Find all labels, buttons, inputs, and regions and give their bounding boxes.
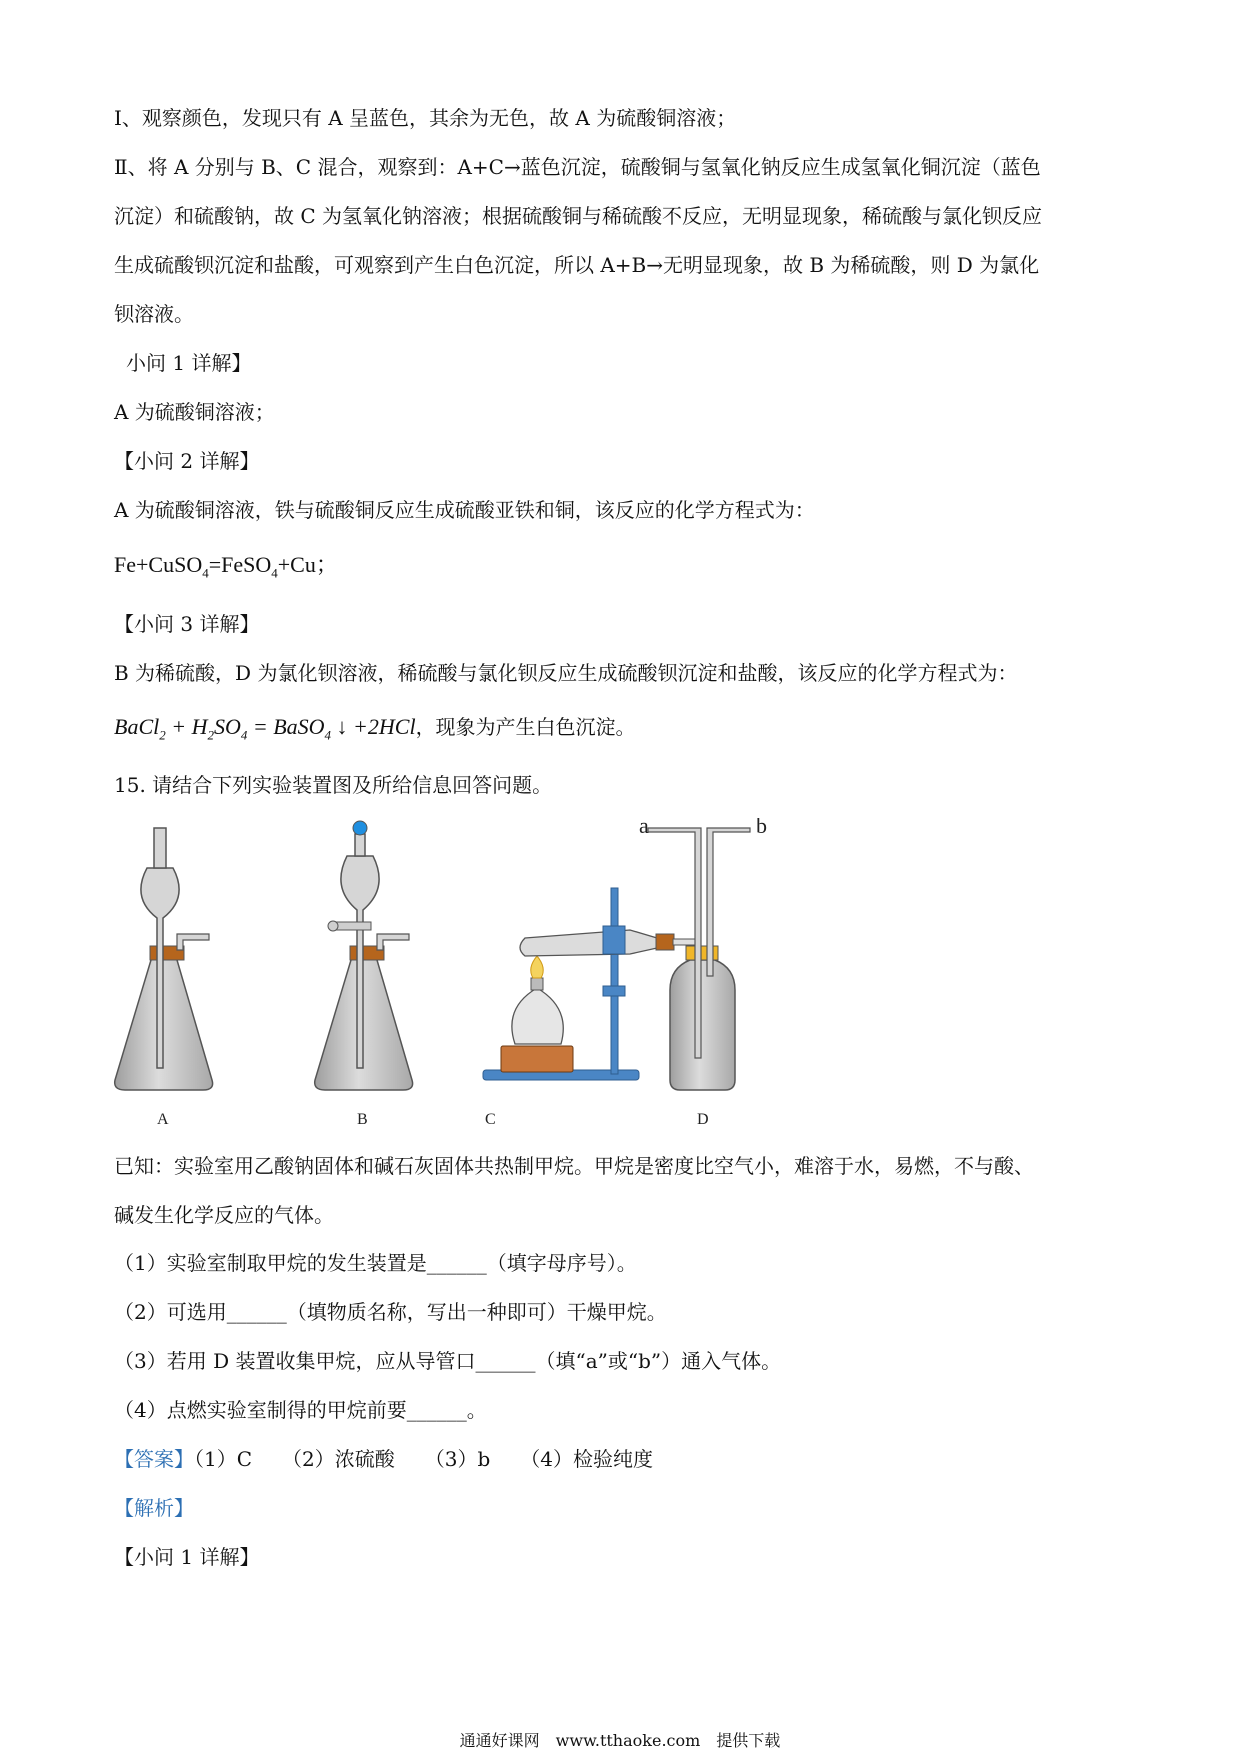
subquestion: （2）可选用______（填物质名称，写出一种即可）干燥甲烷。 <box>114 1300 667 1324</box>
label-c: C <box>485 1111 496 1128</box>
footer: 通通好课网 www.tthaoke.com 提供下载 <box>459 1731 781 1750</box>
label-d: D <box>697 1111 709 1128</box>
section-heading: 【小问 1 详解】 <box>114 1545 260 1569</box>
text-line: 已知：实验室用乙酸钠固体和碱石灰固体共热制甲烷。甲烷是密度比空气小，难溶于水，易燃，不与酸、 <box>114 1154 1034 1178</box>
apparatus-c <box>483 888 695 1080</box>
test-tube <box>520 930 657 956</box>
side-tube-b <box>377 934 409 950</box>
label-b: B <box>357 1111 368 1128</box>
subquestion: （1）实验室制取甲烷的发生装置是______（填字母序号）。 <box>114 1251 637 1275</box>
port-label-b: b <box>756 818 767 838</box>
answer-text: （1）C （2）浓硫酸 （3）b （4）检验纯度 <box>194 1447 654 1471</box>
text-line: B 为稀硫酸，D 为氯化钡溶液，稀硫酸与氯化钡反应生成硫酸钡沉淀和盐酸，该反应的化学方程式为： <box>114 661 1018 685</box>
stopper-b <box>353 821 367 835</box>
text-line: 钡溶液。 <box>114 302 194 326</box>
apparatus-d <box>648 828 750 1090</box>
stand-rod <box>611 888 618 1074</box>
subquestion: （3）若用 D 装置收集甲烷，应从导管口______（填“a”或“b”）通入气体。 <box>114 1349 782 1373</box>
label-a: A <box>157 1111 169 1128</box>
equation-bacl2-h2so4: BaCl$_2$ + $H_2SO_4$ = BaSO$_4$ ↓ +2HCl，现象为产生白色沉淀。 <box>114 714 636 743</box>
clamp-lower <box>603 986 625 996</box>
section-heading: 【小问 3 详解】 <box>114 612 260 636</box>
short-tube-b <box>707 828 750 976</box>
text-line: A 为硫酸铜溶液； <box>114 400 275 424</box>
side-tube-a <box>177 934 209 950</box>
subquestion: （4）点燃实验室制得的甲烷前要______。 <box>114 1398 487 1422</box>
answer-line <box>114 1444 653 1474</box>
question-title: 15. 请结合下列实验装置图及所给信息回答问题。 <box>114 773 553 797</box>
port-label-a: a <box>639 818 649 838</box>
stopcock-b <box>333 922 371 930</box>
wood-block <box>501 1046 573 1072</box>
text-line: 沉淀）和硫酸钠，故 C 为氢氧化钠溶液；根据硫酸铜与稀硫酸不反应，无明显现象，稀硫酸与氯化钡反应 <box>114 204 1043 228</box>
apparatus-b <box>315 821 413 1090</box>
answer-label: 【答案】 <box>114 1447 194 1471</box>
equation-fe-cuso4: Fe+CuSO$_4$=FeSO$_4$+Cu； <box>114 552 338 581</box>
alcohol-lamp <box>512 988 563 1044</box>
text-line: Ⅱ、将 A 分别与 B、C 混合，观察到：A+C→蓝色沉淀，硫酸铜与氢氧化钠反应生成氢氧化铜沉淀（蓝色 <box>114 155 1041 179</box>
text-line: A 为硫酸铜溶液，铁与硫酸铜反应生成硫酸亚铁和铜，该反应的化学方程式为： <box>114 498 815 522</box>
clamp-upper <box>603 926 625 954</box>
flame <box>531 956 544 978</box>
text-line: 碱发生化学反应的气体。 <box>114 1203 334 1227</box>
analysis-label: 【解析】 <box>114 1496 194 1520</box>
section-heading: 【小问 2 详解】 <box>114 449 260 473</box>
text-line: 生成硫酸钡沉淀和盐酸，可观察到产生白色沉淀，所以 A+B→无明显现象，故 B 为稀硫酸，则 D 为氯化 <box>114 253 1040 277</box>
text-line: I、观察颜色，发现只有 A 呈蓝色，其余为无色，故 A 为硫酸铜溶液； <box>114 106 737 130</box>
section-heading: 小问 1 详解】 <box>126 351 252 375</box>
lab-apparatus-figure <box>105 818 865 1138</box>
apparatus-a <box>115 828 213 1090</box>
